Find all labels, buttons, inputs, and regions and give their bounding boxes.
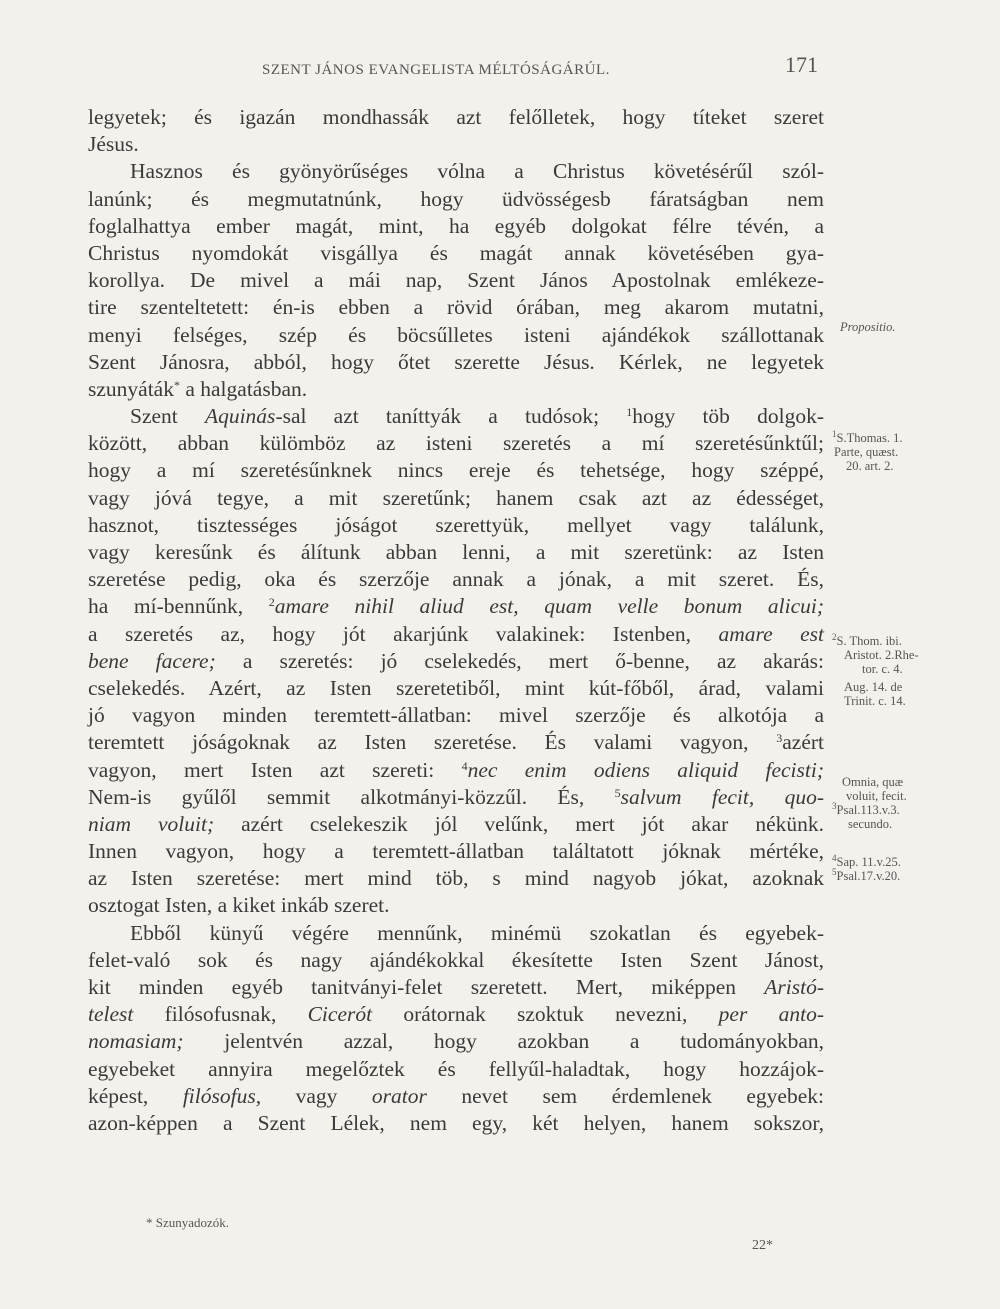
footnote: * Szunyadozók.: [146, 1215, 230, 1230]
text-line: szeretése pedig, oka és szerzője annak a jónak, a mit szeret. És,: [88, 567, 824, 592]
text-line: kit minden egyéb tanitványi-felet szeretett. Mert, miképpen Aristó-: [88, 975, 824, 999]
text-line: hogy a mí szeretésűnknek nincs ereje és tehetsége, hogy széppé,: [88, 458, 824, 483]
margin-note-1: $^1$S.Thomas. 1. Parte, quæst. 20. art. 2.: [832, 429, 903, 473]
page-number: 171: [785, 52, 818, 77]
text-line: nomasiam; jelentvén azzal, hogy azokban a tudományokban,: [88, 1029, 824, 1054]
text-line: Ebből künyű végére mennűnk, minémü szokatlan és egyebek-: [130, 920, 824, 945]
text-line: foglalhattya ember magát, mint, ha egyéb dolgokat félre tévén, a: [88, 213, 824, 238]
text-line: hasznot, tisztességes jóságot szerettyük, mellyet vagy találunk,: [88, 512, 824, 537]
text-line: lanúnk; és megmutatnúnk, hogy üdvösségesb fáratságban nem: [88, 186, 824, 211]
text-line: menyi felséges, szép és böcsűlletes isteni ajándékok szállottanak: [88, 322, 824, 347]
text-line: ha mí-bennűnk, $^2$amare nihil aliud est, quam velle bonum alicui;: [88, 594, 825, 619]
text-line: jó vagyon minden teremtett-állatban: mivel szerzője és alkotója a: [88, 703, 824, 728]
running-head: SZENT JÁNOS EVANGELISTA MÉLTÓSÁGÁRÚL.: [262, 62, 610, 78]
note-marker: 3: [776, 731, 783, 746]
text-line: azon-képpen a Szent Lélek, nem egy, két helyen, hanem sokszor,: [88, 1110, 824, 1135]
margin-note-2: $^2$S. Thom. ibi. Aristot. 2.Rhe- tor. c. 4. Aug. 14. de Trinit. c. 14.: [832, 632, 919, 708]
text-line: Szent Jánosra, abból, hogy őtet szerette Jésus. Kérlek, ne legyetek: [88, 349, 824, 374]
signature-mark: 22*: [752, 1238, 773, 1253]
text-line: a szeretés az, hogy jót akarjúnk valakinek: Istenben, amare est: [88, 621, 824, 646]
text-line: között, abban külömböz az isteni szeretés a mí szeretésűnktűl;: [88, 431, 824, 456]
footnote-marker: *: [173, 377, 180, 392]
body-text: [88, 104, 824, 1137]
margin-note-4-5: $^4$Sap. 11.v.25. $^5$Psal.17.v.20.: [832, 853, 901, 883]
text-line: Nem-is gyűlől semmit alkotmányi-közzűl. És, $^5$salvum fecit, quo-: [88, 784, 824, 809]
text-line: vagyon, mert Isten azt szereti: $^4$nec enim odiens aliquid fecisti;: [88, 757, 824, 782]
text-line: egyebeket annyira megelőztek és fellyűl-haladtak, hogy hozzájok-: [88, 1056, 824, 1081]
text-line: korollya. De mivel a mái nap, Szent János Apostolnak emlékeze-: [88, 268, 824, 293]
text-line: Hasznos és gyönyörűséges vólna a Christus követésérűl szól-: [130, 159, 824, 184]
text-line: Christus nyomdokát visgállya és magát annak követésében gya-: [88, 240, 824, 265]
text-line: telest filósofusnak, Cicerót orátornak szoktuk nevezni, per anto-: [88, 1002, 824, 1027]
margin-note-3: Omnia, quæ voluit, fecit. $^3$Psal.113.v.3. secundo.: [832, 775, 907, 831]
margin-note-propositio: Propositio.: [840, 320, 896, 334]
text-line: Szent Aquinás-sal azt taníttyák a tudósok; $^1$hogy töb dolgok-: [130, 404, 824, 429]
text-line: az Isten szeretése: mert mind töb, s mind nagyob jókat, azoknak: [88, 866, 824, 891]
text-line: osztogat Isten, a kiket inkáb szeret.: [88, 893, 390, 918]
note-marker: 4: [461, 758, 468, 773]
text-line: cselekedés. Azért, az Isten szeretetiből, mint kút-főből, árad, valami: [88, 675, 824, 700]
text-line: Jésus.: [88, 132, 139, 157]
text-line: szunyáták* a halgatásban.: [88, 376, 308, 401]
note-marker: 5: [614, 785, 621, 800]
text-line: felet-való sok és nagy ajándékokkal ékesítette Isten Szent Jánost,: [88, 947, 824, 972]
text-line: vagy keresűnk és álítunk abban lenni, a mit szeretünk: az Isten: [88, 540, 824, 564]
text-line: tire szenteltetett: én-is ebben a rövid órában, meg akarom mutatni,: [88, 295, 824, 320]
text-line: vagy jóvá tegye, a mit szeretűnk; hanem csak azt az édességet,: [88, 485, 824, 510]
text-line: képest, filósofus, vagy orator nevet sem érdemlenek egyebek:: [88, 1083, 824, 1108]
text-line: legyetek; és igazán mondhassák azt felőlletek, hogy títeket szeret: [88, 105, 824, 129]
note-marker: 1: [626, 405, 633, 420]
text-line: Innen vagyon, hogy a teremtett-állatban találtatott jóknak mértéke,: [88, 839, 824, 864]
text-line: bene facere; a szeretés: jó cselekedés, mert ő-benne, az akarás:: [88, 648, 825, 673]
text-line: teremtett jóságoknak az Isten szeretése. És valami vagyon, $^3$azért: [88, 730, 824, 755]
note-marker: 2: [268, 595, 275, 610]
text-line: niam voluit; azért cselekeszik jól velűnk, mert jót akar nékünk.: [88, 811, 824, 836]
